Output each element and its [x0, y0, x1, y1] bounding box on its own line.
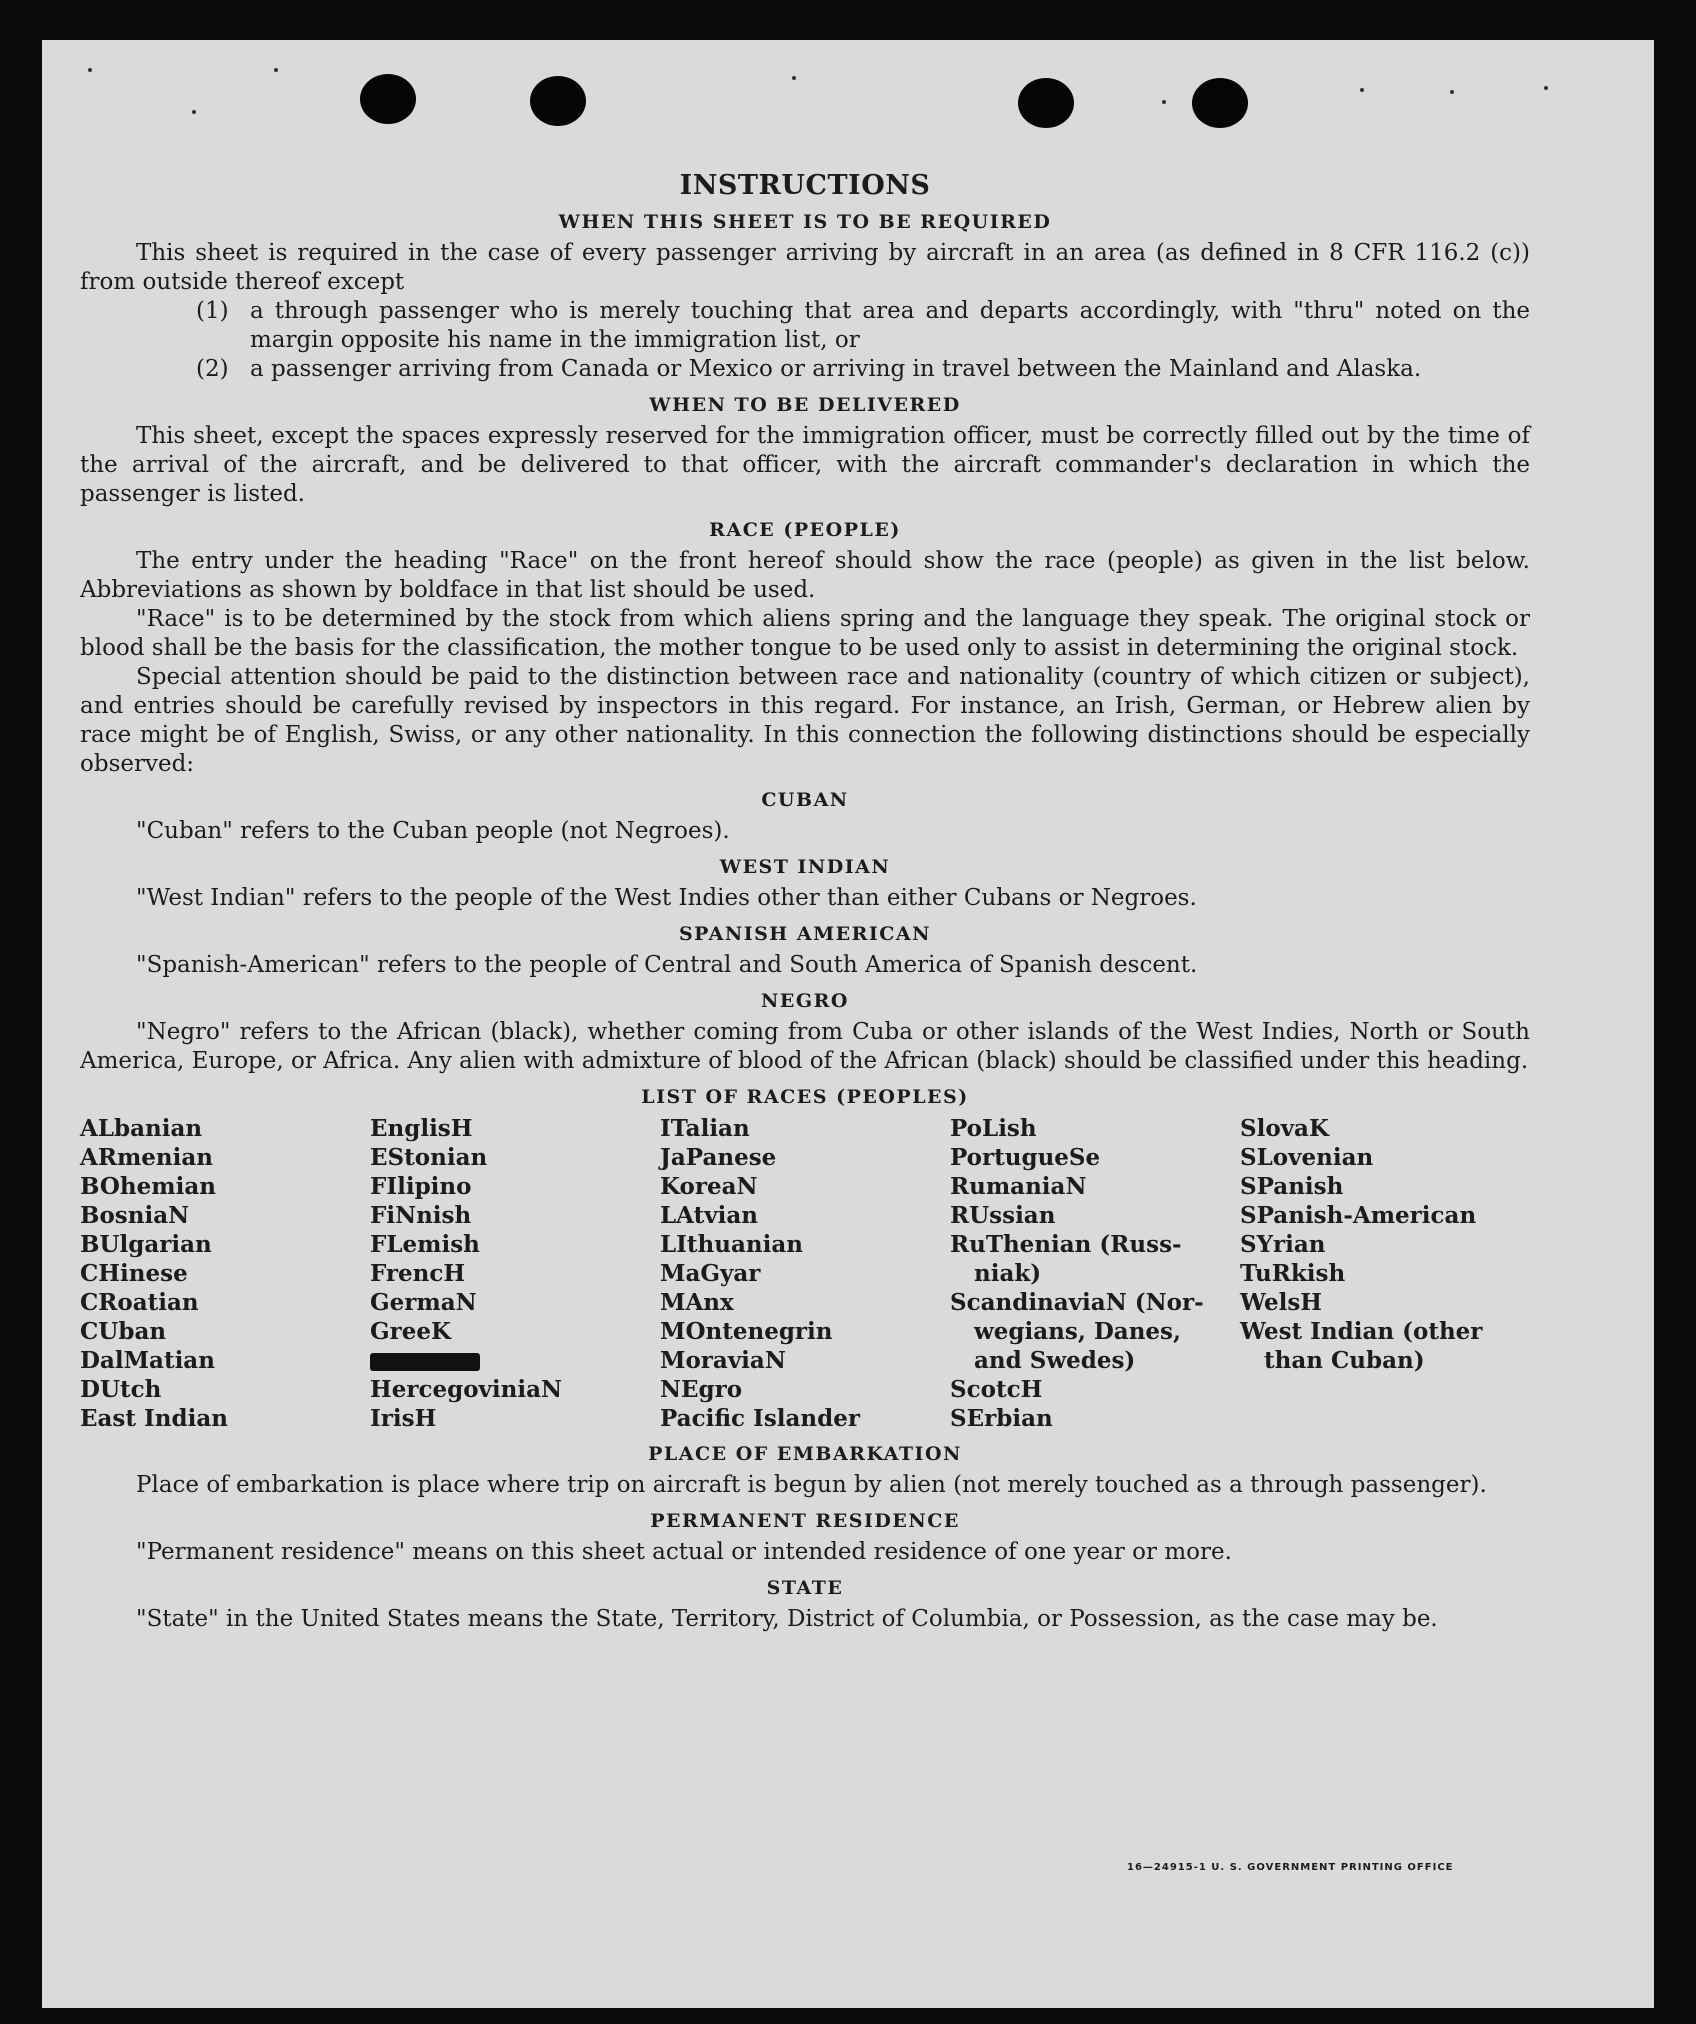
exception-item — [196, 355, 1530, 384]
race-entry: PoLish — [950, 1115, 1037, 1142]
race-entry: SlovaK — [1240, 1115, 1329, 1142]
race-entry: HercegoviniaN — [370, 1376, 563, 1403]
race-entry-continued: wegians, Danes, — [974, 1318, 1181, 1345]
speck — [792, 76, 796, 80]
state-text: "State" in the United States means the State, Territory, District of Columbia, or Possession, as the case may be. — [136, 1606, 1438, 1632]
race-entry: CHinese — [80, 1260, 188, 1287]
race-entry: KoreaN — [660, 1173, 758, 1200]
race-entry: LIthuanian — [660, 1231, 803, 1258]
race-entry: SPanish-American — [1240, 1202, 1477, 1229]
races-column — [950, 1114, 1240, 1433]
races-column — [370, 1114, 660, 1433]
race-paragraph: "Race" is to be determined by the stock from which aliens spring and the language they speak. The original stock or blood shall be the basis for the classification, the mother tongue to be used only to assist in determining the original stock. — [80, 606, 1530, 661]
heading-when-required: WHEN THIS SHEET IS TO BE REQUIRED — [558, 211, 1052, 233]
race-paragraph: Special attention should be paid to the distinction between race and nationality (country of which citizen or subject), and entries should be carefully revised by inspectors in this regard. For instance, an Irish, German, or Hebrew alien by race might be of English, Swiss, or any other nationality. In this connection the following distinctions should be especially observed: — [80, 664, 1530, 777]
heading-place-of-embarkation: PLACE OF EMBARKATION — [648, 1443, 962, 1465]
place-of-embarkation-text: Place of embarkation is place where trip on aircraft is begun by alien (not merely touched as a through passenger). — [136, 1472, 1487, 1498]
heading-cuban: CUBAN — [761, 789, 849, 811]
race-entry: GermaN — [370, 1289, 477, 1316]
race-entry: CUban — [80, 1318, 167, 1345]
negro-text: "Negro" refers to the African (black), whether coming from Cuba or other islands of the West Indies, North or South America, Europe, or Africa. Any alien with admixture of blood of the African (black) should be classified under this heading. — [80, 1019, 1530, 1074]
printing-office-code: 16—24915-1 U. S. GOVERNMENT PRINTING OFFICE — [1127, 1862, 1454, 1873]
cuban-text: "Cuban" refers to the Cuban people (not Negroes). — [136, 818, 730, 844]
heading-spanish-american: SPANISH AMERICAN — [678, 923, 932, 945]
race-entry: West Indian (other — [1240, 1318, 1483, 1345]
instructions-body — [80, 170, 1530, 1634]
west-indian-text: "West Indian" refers to the people of the West Indies other than either Cubans or Negroes. — [136, 885, 1197, 911]
race-entry: East Indian — [80, 1405, 228, 1432]
exception-number: (2) — [196, 356, 229, 382]
race-entry: DUtch — [80, 1376, 162, 1403]
heading-when-delivered: WHEN TO BE DELIVERED — [649, 394, 961, 416]
when-delivered-text: This sheet, except the spaces expressly reserved for the immigration officer, must be correctly filled out by the time of the arrival of the aircraft, and be delivered to that officer, with the aircraft commander's declaration in which the passenger is listed. — [80, 423, 1530, 507]
speck — [88, 68, 92, 72]
race-entry: RumaniaN — [950, 1173, 1087, 1200]
race-entry: NEgro — [660, 1376, 743, 1403]
race-entry: EnglisH — [370, 1115, 473, 1142]
speck — [1360, 88, 1364, 92]
race-entry: FiNnish — [370, 1202, 472, 1229]
race-entry: MOntenegrin — [660, 1318, 833, 1345]
race-entry: Pacific Islander — [660, 1405, 860, 1432]
redacted-entry — [370, 1346, 660, 1375]
heading-race: RACE (PEOPLE) — [709, 519, 901, 541]
when-required-intro: This sheet is required in the case of every passenger arriving by aircraft in an area (as defined in 8 CFR 116.2 (c)) from outside thereof except — [80, 240, 1530, 295]
race-entry: FrencH — [370, 1260, 466, 1287]
race-entry: SLovenian — [1240, 1144, 1374, 1171]
race-entry: EStonian — [370, 1144, 488, 1171]
race-entry: IrisH — [370, 1405, 437, 1432]
races-list — [80, 1114, 1530, 1433]
race-entry: BosniaN — [80, 1202, 190, 1229]
race-entry: ScandinaviaN (Nor- — [950, 1289, 1204, 1316]
race-entry: RuThenian (Russ- — [950, 1231, 1182, 1258]
heading-permanent-residence: PERMANENT RESIDENCE — [650, 1510, 960, 1532]
exception-item — [196, 297, 1530, 355]
punch-hole — [1192, 78, 1248, 128]
speck — [1544, 86, 1548, 90]
races-column — [1240, 1114, 1530, 1433]
race-entry: ITalian — [660, 1115, 750, 1142]
race-entry: RUssian — [950, 1202, 1056, 1229]
heading-list-of-races: LIST OF RACES (PEOPLES) — [641, 1086, 969, 1108]
punch-hole — [530, 76, 586, 126]
races-column — [660, 1114, 950, 1433]
races-column — [80, 1114, 370, 1433]
race-entry: BOhemian — [80, 1173, 216, 1200]
race-entry: SPanish — [1240, 1173, 1344, 1200]
race-entry: SYrian — [1240, 1231, 1326, 1258]
race-paragraph: The entry under the heading "Race" on the front hereof should show the race (people) as given in the list below. Abbreviations as shown by boldface in that list should be used. — [80, 548, 1530, 603]
speck — [192, 110, 196, 114]
punch-hole — [1018, 78, 1074, 128]
race-entry: PortugueSe — [950, 1144, 1101, 1171]
redaction-mark — [370, 1353, 480, 1371]
spanish-american-text: "Spanish-American" refers to the people of Central and South America of Spanish descent. — [136, 952, 1198, 978]
race-entry: ALbanian — [80, 1115, 203, 1142]
race-entry: ScotcH — [950, 1376, 1043, 1403]
race-entry: SErbian — [950, 1405, 1053, 1432]
race-entry: MaGyar — [660, 1260, 761, 1287]
heading-west-indian: WEST INDIAN — [719, 856, 891, 878]
race-entry: TuRkish — [1240, 1260, 1346, 1287]
heading-negro: NEGRO — [761, 990, 849, 1012]
race-entry: DalMatian — [80, 1347, 215, 1374]
race-entry: LAtvian — [660, 1202, 758, 1229]
speck — [1162, 100, 1166, 104]
race-entry: BUlgarian — [80, 1231, 212, 1258]
race-entry: WelsH — [1240, 1289, 1323, 1316]
race-entry: ARmenian — [80, 1144, 214, 1171]
punch-hole — [360, 74, 416, 124]
exception-text: a passenger arriving from Canada or Mexico or arriving in travel between the Mainland and Alaska. — [250, 356, 1422, 382]
race-entry: FIlipino — [370, 1173, 472, 1200]
document-sheet — [42, 40, 1654, 2008]
race-entry: JaPanese — [660, 1144, 777, 1171]
race-entry-continued: than Cuban) — [1264, 1347, 1425, 1374]
race-entry: MAnx — [660, 1289, 734, 1316]
exception-number: (1) — [196, 298, 229, 324]
race-entry: MoraviaN — [660, 1347, 786, 1374]
race-entry-continued: niak) — [974, 1260, 1042, 1287]
exception-text: a through passenger who is merely touching that area and departs accordingly, with "thru" noted on the margin opposite his name in the immigration list, or — [250, 298, 1530, 353]
heading-state: STATE — [766, 1577, 844, 1599]
race-entry: FLemish — [370, 1231, 480, 1258]
race-entry-continued: and Swedes) — [974, 1347, 1136, 1374]
race-entry: GreeK — [370, 1318, 452, 1345]
speck — [274, 68, 278, 72]
speck — [1450, 90, 1454, 94]
page-title: INSTRUCTIONS — [679, 170, 931, 201]
permanent-residence-text: "Permanent residence" means on this sheet actual or intended residence of one year or more. — [136, 1539, 1232, 1565]
race-entry: CRoatian — [80, 1289, 199, 1316]
